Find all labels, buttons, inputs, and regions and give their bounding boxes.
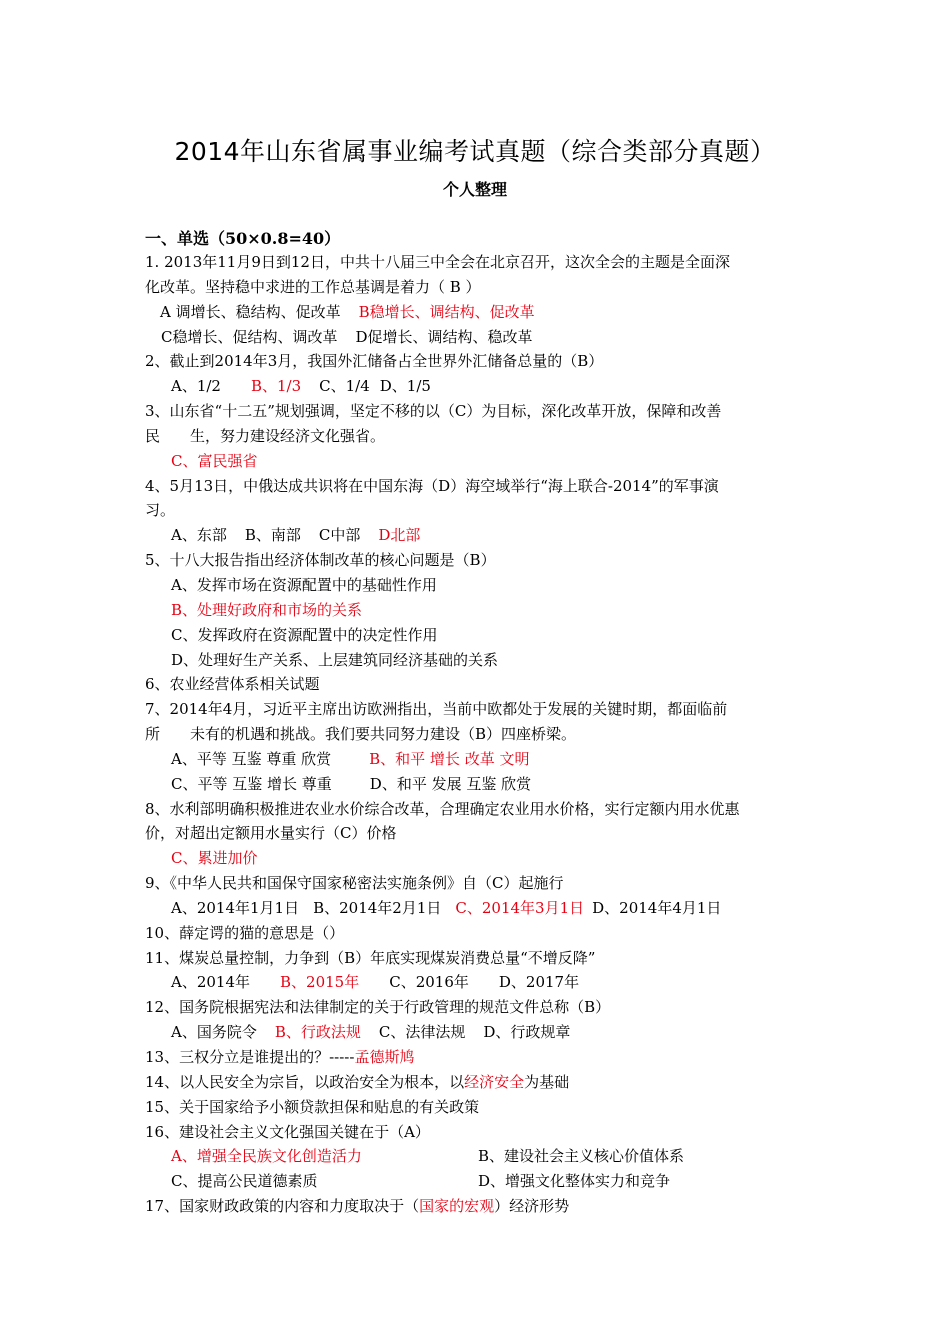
option-a: A 调增长、稳结构、促改革 xyxy=(160,302,341,321)
answer-text: 国家的宏观 xyxy=(419,1197,495,1216)
option-c: C、提高公民道德素质 xyxy=(171,1172,318,1191)
answer-option: B、和平 增长 改革 文明 xyxy=(369,749,530,768)
question-4-options xyxy=(145,523,815,548)
page-title: 2014年山东省属事业编考试真题（综合类部分真题） xyxy=(174,137,776,166)
question-8-answer: C、累进加价 xyxy=(171,849,258,868)
page-subtitle: 个人整理 xyxy=(442,180,507,199)
section-heading: 一、单选（50×0.8=40） xyxy=(145,229,341,248)
option-d: D、行政规章 xyxy=(483,1023,571,1042)
option-d: D、2014年4月1日 xyxy=(592,898,722,917)
option-d: D促增长、调结构、稳改革 xyxy=(355,327,533,346)
option-c: C稳增长、促结构、调改革 xyxy=(161,327,338,346)
question-9-options xyxy=(145,896,815,921)
option-b: B、南部 xyxy=(244,526,301,545)
question-8-line-2: 价，对超出定额用水量实行（C）价格 xyxy=(145,824,397,843)
option-a: A、平等 互鉴 尊重 欣赏 xyxy=(171,749,332,768)
question-10-line-1: 10、薛定谔的猫的意思是（） xyxy=(145,923,345,942)
question-12-options xyxy=(145,1020,815,1045)
question-12-line-1: 12、国务院根据宪法和法律制定的关于行政管理的规范文件总称（B） xyxy=(145,998,611,1017)
option-c: C、平等 互鉴 增长 尊重 xyxy=(171,774,332,793)
option-d: D、和平 发展 互鉴 欣赏 xyxy=(369,774,532,793)
question-1-options-ab xyxy=(145,300,815,325)
answer-option: B稳增长、调结构、促改革 xyxy=(358,302,535,321)
answer-text: 孟德斯鸠 xyxy=(354,1048,415,1066)
question-2-options xyxy=(145,374,815,399)
option-c: C中部 xyxy=(318,526,361,545)
question-1-options-cd xyxy=(145,325,815,350)
question-1-line-2: 化改革。坚持稳中求进的工作总基调是着力（ B ） xyxy=(145,277,481,296)
answer-option: B、2015年 xyxy=(280,973,360,992)
question-3-answer: C、富民强省 xyxy=(171,451,258,470)
question-8-line-1: 8、水利部明确积极推进农业水价综合改革，合理确定农业用水价格，实行定额内用水优惠 xyxy=(145,799,740,818)
option-a: A、1/2 xyxy=(171,377,221,396)
question-3-line-2 xyxy=(145,424,815,449)
question-5-option-a: A、发挥市场在资源配置中的基础性作用 xyxy=(171,575,437,594)
question-text: 13、三权分立是谁提出的？----- xyxy=(145,1048,355,1066)
option-a: A、2014年1月1日 xyxy=(171,898,300,917)
answer-option: D北部 xyxy=(378,526,421,545)
question-6-line-1: 6、农业经营体系相关试题 xyxy=(145,675,320,694)
question-16-options-cd xyxy=(145,1169,815,1194)
line-2-rest: 生，努力建设经济文化强省。 xyxy=(190,426,386,445)
question-3-line-1: 3、山东省“十二五”规划强调，坚定不移的以（C）为目标，深化改革开放，保障和改善 xyxy=(145,402,722,421)
question-16-line-1: 16、建设社会主义文化强国关键在于（A） xyxy=(145,1122,430,1141)
line-2-start: 民 xyxy=(145,426,161,445)
question-7-line-2 xyxy=(145,722,815,747)
answer-text: 经济安全 xyxy=(464,1072,525,1091)
answer-option: B、行政法规 xyxy=(274,1023,361,1042)
question-7-line-1: 7、2014年4月，习近平主席出访欧洲指出，当前中欧都处于发展的关键时期，都面临前 xyxy=(145,700,728,719)
question-16-options-ab xyxy=(145,1144,815,1169)
question-text-end: 为基础 xyxy=(524,1072,570,1091)
question-list xyxy=(145,250,815,1219)
option-d: D、增强文化整体实力和竞争 xyxy=(478,1172,671,1191)
question-7-options-ab xyxy=(145,747,815,772)
option-b: B、2014年2月1日 xyxy=(313,898,442,917)
option-a: A、东部 xyxy=(171,526,227,545)
question-text: 17、国家财政政策的内容和力度取决于（ xyxy=(145,1197,420,1216)
option-b: B、建设社会主义核心价值体系 xyxy=(478,1147,685,1166)
question-text: 14、以人民安全为宗旨，以政治安全为根本，以 xyxy=(145,1072,465,1091)
option-c: C、1/4 xyxy=(319,377,370,396)
question-11-options xyxy=(145,970,815,995)
question-13-line-1 xyxy=(145,1045,815,1070)
option-d: D、1/5 xyxy=(379,377,431,396)
question-text-end: ）经济形势 xyxy=(494,1197,570,1216)
question-15-line-1: 15、关于国家给予小额贷款担保和贴息的有关政策 xyxy=(145,1097,480,1116)
question-7-options-cd xyxy=(145,772,815,797)
question-4-line-2: 习。 xyxy=(145,501,176,520)
question-5-line-1: 5、十八大报告指出经济体制改革的核心问题是（B） xyxy=(145,551,496,570)
answer-option: B、1/3 xyxy=(250,377,302,396)
question-5-option-d: D、处理好生产关系、上层建筑同经济基础的关系 xyxy=(171,650,499,669)
question-5-answer-option: B、处理好政府和市场的关系 xyxy=(171,600,363,619)
option-a: A、2014年 xyxy=(171,973,251,992)
option-d: D、2017年 xyxy=(498,973,580,992)
line-2-rest: 未有的机遇和挑战。我们要共同努力建设（B）四座桥梁。 xyxy=(190,725,577,744)
question-2-line-1: 2、截止到2014年3月，我国外汇储备占全世界外汇储备总量的（B） xyxy=(145,352,604,371)
option-c: C、法律法规 xyxy=(378,1023,466,1042)
question-4-line-1: 4、5月13日，中俄达成共识将在中国东海（D）海空域举行“海上联合-2014”的军事演 xyxy=(145,476,719,495)
option-a: A、国务院令 xyxy=(171,1023,257,1042)
question-5-option-c: C、发挥政府在资源配置中的决定性作用 xyxy=(171,625,438,644)
answer-option: A、增强全民族文化创造活力 xyxy=(171,1147,362,1166)
question-9-line-1: 9、《中华人民共和国保守国家秘密法实施条例》自（C）起施行 xyxy=(145,874,564,893)
option-c: C、2016年 xyxy=(389,973,469,992)
line-2-start: 所 xyxy=(145,725,161,744)
question-1-line-1: 1. 2013年11月9日到12日，中共十八届三中全会在北京召开，这次全会的主题是全面深 xyxy=(145,253,730,271)
question-14-line-1 xyxy=(145,1070,815,1095)
answer-option: C、2014年3月1日 xyxy=(455,898,585,917)
question-17-line-1 xyxy=(145,1194,815,1219)
question-11-line-1: 11、煤炭总量控制，力争到（B）年底实现煤炭消费总量“不增反降” xyxy=(145,948,596,967)
